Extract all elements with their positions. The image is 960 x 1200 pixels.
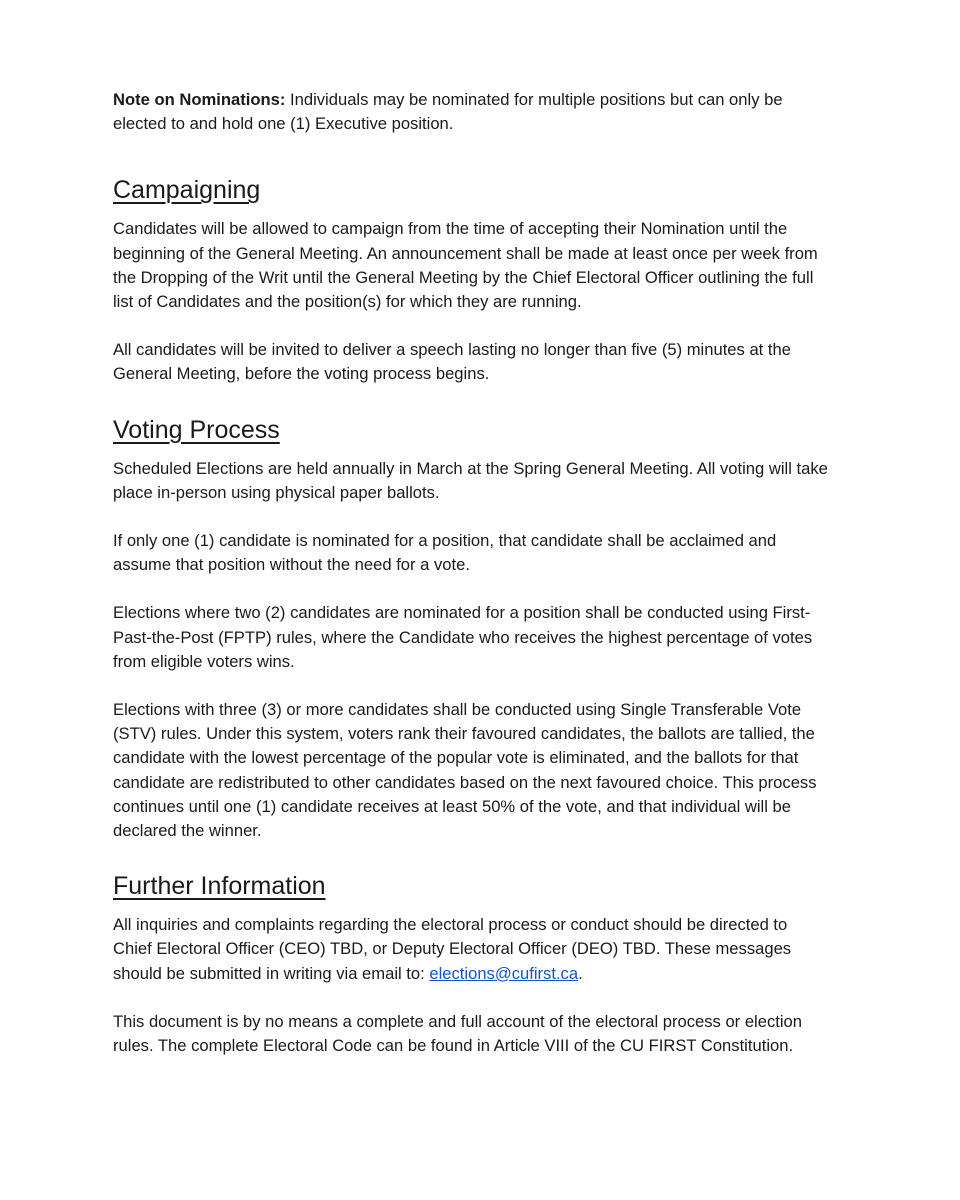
inquiries-paragraph <box>113 913 830 986</box>
voting-process-heading: Voting Process <box>113 415 280 444</box>
voting-paragraph-4: Elections with three (3) or more candidates shall be conducted using Single Transferable Vote (STV) rules. Under this system, voters rank their favoured candidates, the ballots are tallied, the candidate with the lowest percentage of the popular vote is eliminated, and the ballots for that candidate are redistributed to other candidates based on the next favoured choice. This process continues until one (1) candidate receives at least 50% of the vote, and that individual will be declared the winner. <box>113 700 817 841</box>
campaigning-paragraph-1: Candidates will be allowed to campaign from the time of accepting their Nomination until the beginning of the General Meeting. An announcement shall be made at least once per week from the Dropping of the Writ until the General Meeting by the Chief Electoral Officer outlining the full list of Candidates and the position(s) for which they are running. <box>113 219 818 312</box>
disclaimer-paragraph: This document is by no means a complete and full account of the electoral process or election rules. The complete Electoral Code can be found in Article VIII of the CU FIRST Constitution. <box>113 1011 803 1056</box>
elections-email-link[interactable]: elections@cufirst.ca <box>429 963 579 983</box>
inquiries-text: All inquiries and complaints regarding the electoral process or conduct should be directed to Chief Electoral Officer (CEO) TBD, or Deputy Electoral Officer (DEO) TBD. These messages should be submitted in writing via email to: <box>113 915 792 983</box>
campaigning-paragraph-2: All candidates will be invited to deliver a speech lasting no longer than five (5) minutes at the General Meeting, before the voting process begins. <box>113 340 791 384</box>
voting-paragraph-1: Scheduled Elections are held annually in March at the Spring General Meeting. All voting will take place in-person using physical paper ballots. <box>113 458 828 502</box>
voting-paragraph-2: If only one (1) candidate is nominated for a position, that candidate shall be acclaimed and assume that position without the need for a vote. <box>113 531 777 575</box>
inquiries-trailing-period: . <box>578 963 583 983</box>
campaigning-heading: Campaigning <box>113 176 261 205</box>
nomination-note-label: Note on Nominations: <box>113 90 286 109</box>
nomination-note-text: Individuals may be nominated for multiple positions but can only be elected to and hold one (1) Executive position. <box>113 90 783 134</box>
nomination-note <box>113 88 830 136</box>
voting-paragraph-3: Elections where two (2) candidates are nominated for a position shall be conducted using First-Past-the-Post (FPTP) rules, where the Candidate who receives the highest percentage of votes from eligible voters wins. <box>113 603 813 671</box>
further-information-heading: Further Information <box>113 872 326 901</box>
